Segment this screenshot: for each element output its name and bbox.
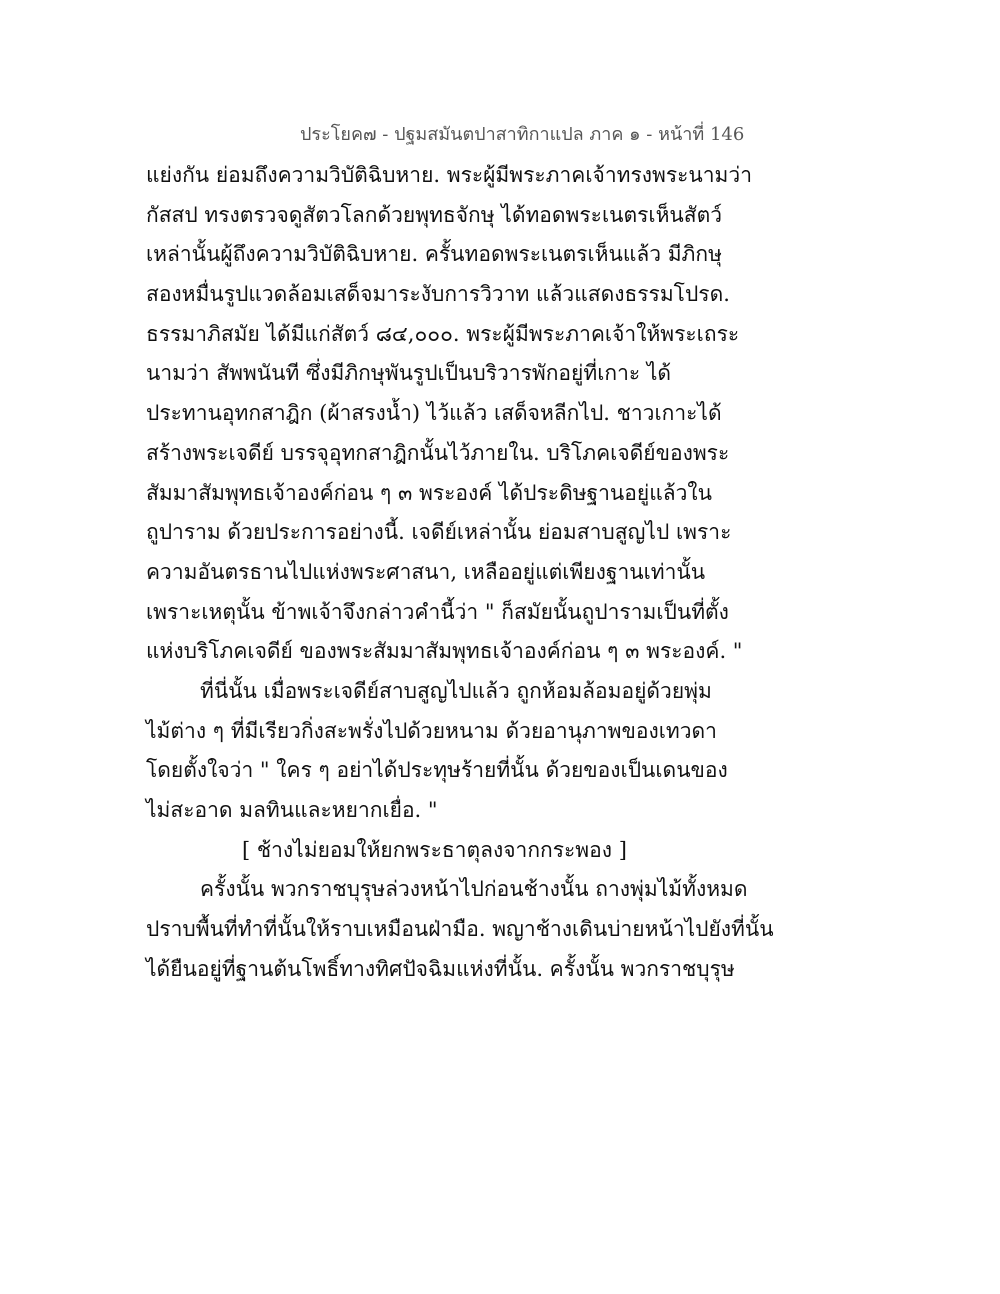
text-line: เพราะเหตุนั้น ข้าพเจ้าจึงกล่าวคำนี้ว่า " ก็สมัยนั้นถูปารามเป็นที่ตั้ง: [146, 599, 729, 624]
section-heading: [ ช้างไม่ยอมให้ยกพระธาตุลงจากกระพอง ]: [242, 837, 627, 862]
text-line: ถูปาราม ด้วยประการอย่างนี้. เจดีย์เหล่านั้น ย่อมสาบสูญไป เพราะ: [146, 520, 732, 545]
text-line: เหล่านั้นผู้ถึงความวิบัติฉิบหาย. ครั้นทอดพระเนตรเห็นแล้ว มีภิกษุ: [146, 242, 722, 267]
text-line: ปราบพื้นที่ทำที่นั้นให้ราบเหมือนฝ่ามือ. พญาช้างเดินบ่ายหน้าไปยังที่นั้น: [146, 917, 774, 942]
text-line: ธรรมาภิสมัย ได้มีแก่สัตว์ ๘๔,๐๐๐. พระผู้มีพระภาคเจ้าให้พระเถระ: [146, 321, 740, 346]
paragraph-1: [146, 156, 786, 672]
text-line: กัสสป ทรงตรวจดูสัตวโลกด้วยพุทธจักษุ ได้ทอดพระเนตรเห็นสัตว์: [146, 202, 723, 227]
text-line: นามว่า สัพพนันที ซึ่งมีภิกษุพันรูปเป็นบริวารพักอยู่ที่เกาะ ได้: [146, 361, 672, 386]
running-header: ประโยค๗ - ปฐมสมันตปาสาทิกาแปล ภาค ๑ - หน้าที่ 146: [300, 124, 745, 145]
body-text: [146, 156, 786, 989]
text-line: ไม้ต่าง ๆ ที่มีเรียวกิ่งสะพรั่งไปด้วยหนาม ด้วยอานุภาพของเทวดา: [146, 718, 717, 743]
text-line: ประทานอุทกสาฎิก (ผ้าสรงน้ำ) ไว้แล้ว เสด็จหลีกไป. ชาวเกาะได้: [146, 401, 722, 426]
text-line: สร้างพระเจดีย์ บรรจุอุทกสาฎิกนั้นไว้ภายใน. บริโภคเจดีย์ของพระ: [146, 440, 730, 465]
text-line: ไม่สะอาด มลทินและหยากเยื่อ. ": [146, 798, 438, 822]
text-line: ที่นี่นั้น เมื่อพระเจดีย์สาบสูญไปแล้ว ถูกห้อมล้อมอยู่ด้วยพุ่ม: [200, 678, 712, 703]
paragraph-3: [146, 870, 786, 989]
paragraph-2: [146, 672, 786, 831]
text-line: สองหมื่นรูปแวดล้อมเสด็จมาระงับการวิวาท แล้วแสดงธรรมโปรด.: [146, 282, 730, 307]
text-line: สัมมาสัมพุทธเจ้าองค์ก่อน ๆ ๓ พระองค์ ได้ประดิษฐานอยู่แล้วใน: [146, 480, 713, 505]
text-line: ได้ยืนอยู่ที่ฐานต้นโพธิ์ทางทิศปัจฉิมแห่งที่นั้น. ครั้งนั้น พวกราชบุรุษ: [146, 956, 735, 981]
text-line: แย่งกัน ย่อมถึงความวิบัติฉิบหาย. พระผู้มีพระภาคเจ้าทรงพระนามว่า: [146, 163, 752, 187]
text-line: ครั้งนั้น พวกราชบุรุษล่วงหน้าไปก่อนช้างนั้น ถางพุ่มไม้ทั้งหมด: [200, 877, 748, 902]
text-line: โดยตั้งใจว่า " ใคร ๆ อย่าได้ประทุษร้ายที่นั้น ด้วยของเป็นเดนของ: [146, 758, 728, 783]
text-line: ความอันตรธานไปแห่งพระศาสนา, เหลืออยู่แต่เพียงฐานเท่านั้น: [146, 559, 706, 584]
text-line: แห่งบริโภคเจดีย์ ของพระสัมมาสัมพุทธเจ้าองค์ก่อน ๆ ๓ พระองค์. ": [146, 639, 743, 664]
